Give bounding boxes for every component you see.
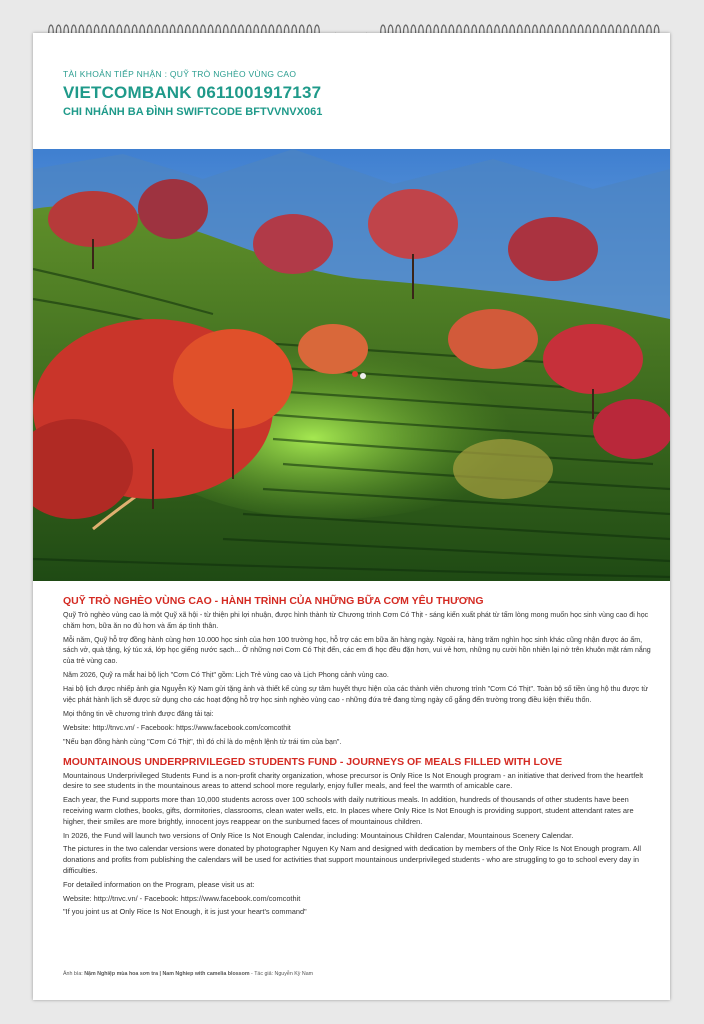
donation-header [63, 69, 322, 118]
bank-account-number: VIETCOMBANK 0611001917137 [63, 83, 322, 102]
en-paragraph: Each year, the Fund supports more than 10,000 students across over 100 schools with daily nutritious meals. In addition, hundreds of thousands of other students have been receiving warm clothes, books, gifts, dormitories, classrooms, clean water wells, etc. In places where Only Rice Is Not Enough is providing support, student attendant rates are higher, their smiles are more brightly, innocent joys reappear on the sunburned faces of mountainous children. [63, 795, 634, 826]
en-website-line: Website: http://tnvc.vn/ - Facebook: https://www.facebook.com/comcothit [63, 893, 301, 903]
photo-caption [63, 971, 313, 977]
vn-website-line: Website: http://tnvc.vn/ - Facebook: https://www.facebook.com/comcothit [63, 723, 291, 732]
caption-prefix: Ảnh bìa: [63, 971, 85, 977]
bank-branch-swift: CHI NHÁNH BA ĐÌNH SWIFTCODE BFTVVNVX061 [63, 106, 323, 118]
english-title: MOUNTAINOUS UNDERPRIVILEGED STUDENTS FUND - JOURNEYS OF MEALS FILLED WITH LOVE [63, 755, 563, 768]
en-paragraph: In 2026, the Fund will launch two versions of Only Rice Is Not Enough Calendar, including: Mountainous Children Calendar, Mountainous Scenery Calendar. [63, 830, 574, 840]
calendar-page [33, 33, 670, 1000]
en-quote: "If you joint us at Only Rice Is Not Enough, it is just your heart's command" [63, 907, 307, 917]
text-content [63, 595, 653, 921]
vn-quote: "Nếu bạn đồng hành cùng "Cơm Có Thịt", thì đó chỉ là do mệnh lệnh từ trái tim của bạn". [63, 737, 342, 746]
vn-paragraph: Mỗi năm, Quỹ hỗ trợ đồng hành cùng hơn 10.000 học sinh của hơn 100 trường học, hỗ trợ các em bữa ăn hàng ngày. Ngoài ra, hàng trăm nghìn học sinh khác cũng nhận được áo ấm, sách vở, quà tặng, ký túc xá, lớp học giếng nước sạch... Ở những nơi Cơm Có Thịt đến, các em đi học đều đặn hơn, vui vẻ hơn, những nụ cười hồn nhiên lại nở trên khuôn mặt rám nắng của trẻ vùng cao. [63, 635, 651, 665]
account-label: TÀI KHOẢN TIẾP NHẬN : QUỸ TRÒ NGHÈO VÙNG CAO [63, 69, 297, 79]
en-paragraph: For detailed information on the Program, please visit us at: [63, 879, 255, 889]
vietnamese-title: QUỸ TRÒ NGHÈO VÙNG CAO - HÀNH TRÌNH CỦA NHỮNG BỮA CƠM YÊU THƯƠNG [63, 595, 484, 607]
vn-paragraph: Mọi thông tin về chương trình được đăng tải tại: [63, 709, 214, 718]
vn-paragraph: Hai bộ lịch được nhiếp ảnh gia Nguyễn Kỳ Nam gửi tặng ảnh và thiết kế cùng sự tâm huyết thực hiện của các thành viên chương trình "Cơm Có Thịt". Toàn bộ số tiền ủng hộ thu được từ việc phát hành lịch sẽ được sử dụng cho các hoạt động hỗ trợ học sinh nghèo vùng cao - những đứa trẻ đang từng ngày cố gắng đến trường trong điều kiện thiếu thốn. [63, 685, 649, 704]
en-paragraph: The pictures in the two calendar versions were donated by photographer Nguyen Ky Nam and designed with dedication by members of the Only Rice Is Not Enough program. All donations and profits from publishing the calendars will be used for activities that support mountainous underprivileged students - who are struggling to go to school every day in difficulties. [63, 844, 642, 875]
vn-paragraph: Năm 2026, Quỹ ra mắt hai bộ lịch "Cơm Có Thịt" gồm: Lịch Trẻ vùng cao và Lịch Phong cảnh vùng cao. [63, 670, 389, 679]
caption-title: Nậm Nghiệp mùa hoa sơn tra | Nam Nghiep with camelia blossom [84, 971, 250, 977]
en-paragraph: Mountainous Underprivileged Students Fund is a non-profit charity organization, whose precursor is Only Rice Is Not Enough program - an initiative that derived from the heartfelt desire to see students in the mountainous areas to attend school more regularly, enjoy fuller meals, and feel the warmth of amicable care. [63, 770, 644, 791]
caption-author: - Tác giả: Nguyễn Kỳ Nam [249, 971, 314, 977]
vn-paragraph: Quỹ Trò nghèo vùng cao là một Quỹ xã hội - từ thiện phi lợi nhuận, được hình thành từ Chương trình Cơm Có Thịt - sáng kiến xuất phát từ tấm lòng mong muốn học sinh vùng cao đi học chăm hơn, bữa ăn no đủ hơn và ấm áp tình thân. [63, 611, 649, 630]
landscape-photo [33, 149, 670, 581]
